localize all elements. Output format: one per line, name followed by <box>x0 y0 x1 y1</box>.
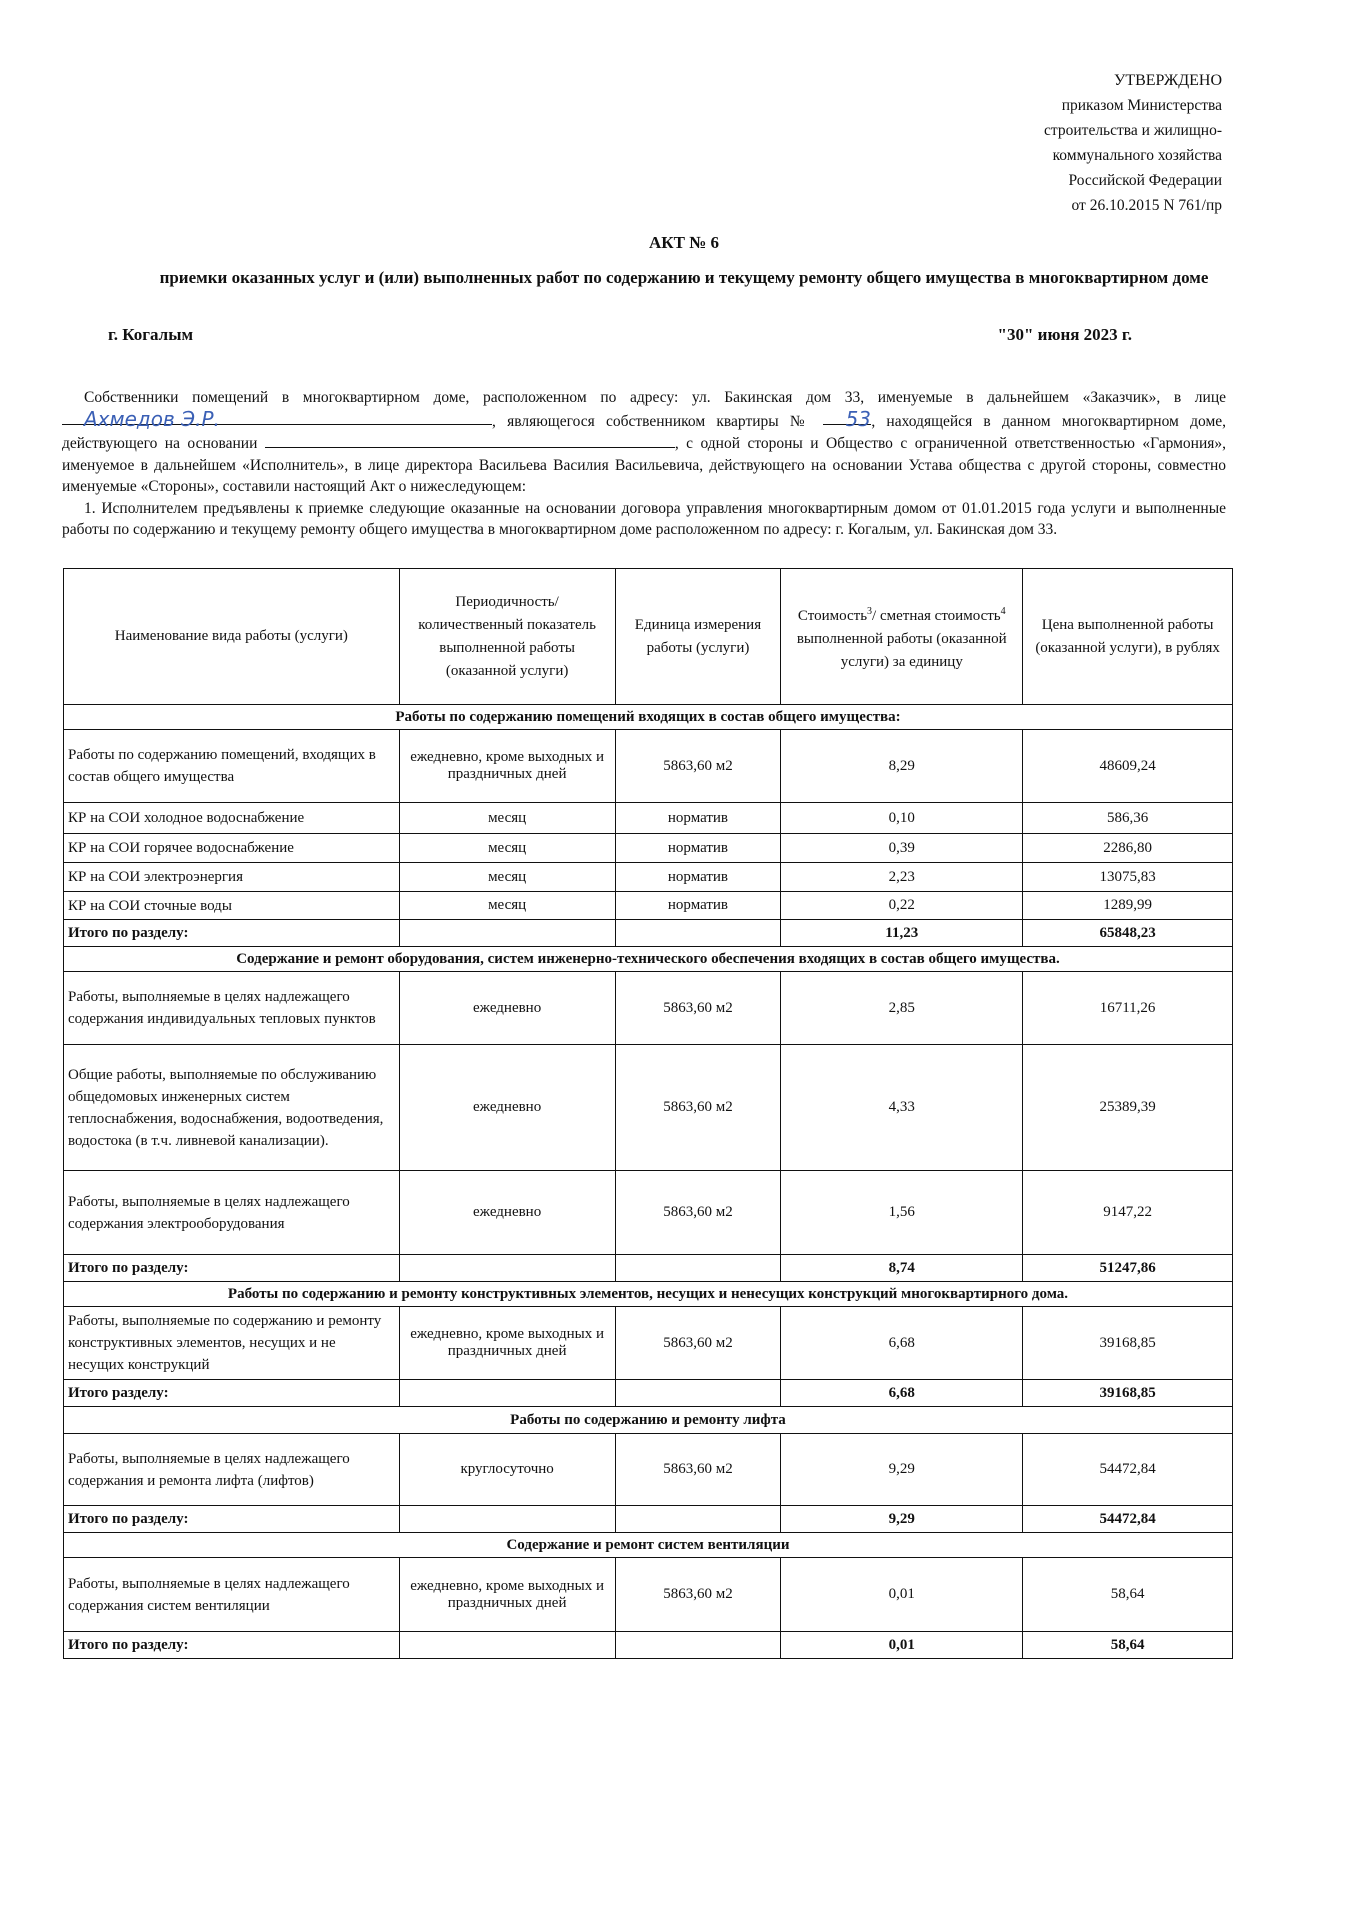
row-unit: 5863,60 м2 <box>615 1045 781 1171</box>
approval-line: коммунального хозяйства <box>1052 147 1222 164</box>
row-period: месяц <box>399 803 615 834</box>
row-unit: норматив <box>615 892 781 920</box>
row-period: месяц <box>399 892 615 920</box>
row-cost: 6,68 <box>781 1307 1023 1380</box>
act-date: "30" июня 2023 г. <box>997 325 1132 344</box>
total-price: 54472,84 <box>1023 1506 1233 1533</box>
row-unit: 5863,60 м2 <box>615 972 781 1045</box>
total-label: Итого по разделу: <box>64 920 400 947</box>
total-cost: 11,23 <box>781 920 1023 947</box>
row-price: 16711,26 <box>1023 972 1233 1045</box>
intro-paragraph: 1. Исполнителем предъявлены к приемке следующие оказанные на основании договора управления многоквартирным домом от 01.01.2015 года услуги и выполненные работы по содержанию и текущему ремонту общего имущества в многоквартирном доме расположенном по адресу: г. Когалым, ул. Бакинская дом 33. <box>62 499 1226 538</box>
row-cost: 9,29 <box>781 1434 1023 1506</box>
row-name: КР на СОИ сточные воды <box>64 892 400 920</box>
row-unit: норматив <box>615 834 781 863</box>
approval-line: строительства и жилищно- <box>1044 122 1222 139</box>
row-name: Работы, выполняемые в целях надлежащего содержания систем вентиляции <box>64 1558 400 1632</box>
header-unit: Единица измерения работы (услуги) <box>615 569 781 705</box>
act-city: г. Когалым <box>108 325 194 344</box>
row-price: 25389,39 <box>1023 1045 1233 1171</box>
apartment-blank <box>823 406 872 431</box>
row-cost: 2,85 <box>781 972 1023 1045</box>
row-cost: 0,22 <box>781 892 1023 920</box>
total-label: Итого по разделу: <box>64 1255 400 1282</box>
total-cost: 0,01 <box>781 1632 1023 1659</box>
total-cost: 8,74 <box>781 1255 1023 1282</box>
total-empty <box>615 1255 781 1282</box>
header-price: Цена выполненной работы (оказанной услуги), в рублях <box>1023 569 1233 705</box>
intro-paragraph <box>62 387 1226 498</box>
signature-blank <box>62 406 492 431</box>
approval-heading: УТВЕРЖДЕНО <box>1113 72 1222 89</box>
row-period: ежедневно, кроме выходных и праздничных дней <box>399 1558 615 1632</box>
approval-line: от 26.10.2015 N 761/пр <box>1071 197 1222 214</box>
row-price: 1289,99 <box>1023 892 1233 920</box>
row-cost: 4,33 <box>781 1045 1023 1171</box>
section-title: Содержание и ремонт систем вентиляции <box>64 1533 1233 1558</box>
row-unit: 5863,60 м2 <box>615 730 781 803</box>
row-price: 586,36 <box>1023 803 1233 834</box>
row-period: ежедневно <box>399 1045 615 1171</box>
row-name: Работы по содержанию помещений, входящих в состав общего имущества <box>64 730 400 803</box>
total-empty <box>399 1380 615 1407</box>
row-period: ежедневно <box>399 972 615 1045</box>
intro-text <box>62 387 1226 541</box>
header-cost-text: выполненной работы (оказанной услуги) за единицу <box>796 630 1007 670</box>
works-table <box>63 568 1233 1659</box>
total-label: Итого по разделу: <box>64 1632 400 1659</box>
total-price: 51247,86 <box>1023 1255 1233 1282</box>
row-name: Работы, выполняемые в целях надлежащего содержания электрооборудования <box>64 1171 400 1255</box>
row-cost: 1,56 <box>781 1171 1023 1255</box>
total-empty <box>615 1506 781 1533</box>
approval-block <box>1044 68 1222 218</box>
act-subtitle: приемки оказанных услуг и (или) выполненных работ по содержанию и текущему ремонту общего имущества в многоквартирном доме <box>159 268 1209 287</box>
row-name: Общие работы, выполняемые по обслуживанию общедомовых инженерных систем теплоснабжения, водоснабжения, водоотведения, водостока (в т.ч. ливневой канализации). <box>64 1045 400 1171</box>
handwritten-signature: Ахмедов Э.Р. <box>84 406 220 431</box>
total-label: Итого разделу: <box>64 1380 400 1407</box>
approval-line: Российской Федерации <box>1068 172 1222 189</box>
total-empty <box>399 1632 615 1659</box>
row-name: КР на СОИ электроэнергия <box>64 863 400 892</box>
total-label: Итого по разделу: <box>64 1506 400 1533</box>
intro-text-part: , с одной стороны и Общество с ограниченной ответственностью «Гармония», именуемое в дальнейшем «Исполнитель», в лице директора Васильева Василия Васильевича, действующего на основании Устава общества с другой стороны, совместно именуемые «Стороны», составили настоящий Акт о нижеследующем: <box>62 435 1227 495</box>
total-empty <box>615 1380 781 1407</box>
total-empty <box>615 920 781 947</box>
row-name: Работы, выполняемые в целях надлежащего содержания и ремонта лифта (лифтов) <box>64 1434 400 1506</box>
header-period: Периодичность/ количественный показатель выполненной работы (оказанной услуги) <box>399 569 615 705</box>
row-period: месяц <box>399 863 615 892</box>
footnote-mark: 3 <box>867 605 873 617</box>
row-name: Работы, выполняемые по содержанию и ремонту конструктивных элементов, несущих и не несущих конструкций <box>64 1307 400 1380</box>
total-empty <box>399 1506 615 1533</box>
row-price: 58,64 <box>1023 1558 1233 1632</box>
row-cost: 2,23 <box>781 863 1023 892</box>
row-period: круглосуточно <box>399 1434 615 1506</box>
row-unit: 5863,60 м2 <box>615 1171 781 1255</box>
total-price: 58,64 <box>1023 1632 1233 1659</box>
row-name: КР на СОИ горячее водоснабжение <box>64 834 400 863</box>
row-unit: 5863,60 м2 <box>615 1307 781 1380</box>
footnote-mark: 4 <box>1000 605 1006 617</box>
total-cost: 9,29 <box>781 1506 1023 1533</box>
row-period: ежедневно, кроме выходных и праздничных дней <box>399 730 615 803</box>
header-cost <box>781 569 1023 705</box>
row-unit: 5863,60 м2 <box>615 1558 781 1632</box>
row-unit: норматив <box>615 803 781 834</box>
total-empty <box>399 920 615 947</box>
total-price: 65848,23 <box>1023 920 1233 947</box>
row-name: КР на СОИ холодное водоснабжение <box>64 803 400 834</box>
row-unit: 5863,60 м2 <box>615 1434 781 1506</box>
header-cost-text: / сметная стоимость <box>872 607 1001 624</box>
row-cost: 0,01 <box>781 1558 1023 1632</box>
row-price: 39168,85 <box>1023 1307 1233 1380</box>
handwritten-apartment: 53 <box>845 406 872 431</box>
row-period: месяц <box>399 834 615 863</box>
row-price: 9147,22 <box>1023 1171 1233 1255</box>
row-cost: 8,29 <box>781 730 1023 803</box>
row-price: 2286,80 <box>1023 834 1233 863</box>
row-unit: норматив <box>615 863 781 892</box>
header-name: Наименование вида работы (услуги) <box>64 569 400 705</box>
total-price: 39168,85 <box>1023 1380 1233 1407</box>
approval-line: приказом Министерства <box>1061 97 1222 114</box>
row-period: ежедневно, кроме выходных и праздничных дней <box>399 1307 615 1380</box>
section-title: Работы по содержанию и ремонту конструктивных элементов, несущих и ненесущих конструкций многоквартирного дома. <box>64 1282 1233 1307</box>
intro-text-part: , находящейся в данном многоквартирном доме, действующего на основании <box>62 412 1227 452</box>
row-period: ежедневно <box>399 1171 615 1255</box>
row-cost: 0,10 <box>781 803 1023 834</box>
row-price: 54472,84 <box>1023 1434 1233 1506</box>
row-price: 13075,83 <box>1023 863 1233 892</box>
row-name: Работы, выполняемые в целях надлежащего содержания индивидуальных тепловых пунктов <box>64 972 400 1045</box>
section-title: Содержание и ремонт оборудования, систем инженерно-технического обеспечения входящих в состав общего имущества. <box>64 947 1233 972</box>
total-empty <box>399 1255 615 1282</box>
intro-text-part: Собственники помещений в многоквартирном доме, расположенном по адресу: ул. Бакинская дом 33, именуемые в дальнейшем «Заказчик», в лице <box>84 389 1226 406</box>
row-cost: 0,39 <box>781 834 1023 863</box>
section-title: Работы по содержанию помещений входящих в состав общего имущества: <box>64 705 1233 730</box>
intro-text-part: , являющегося собственником квартиры № <box>492 412 813 430</box>
row-price: 48609,24 <box>1023 730 1233 803</box>
header-cost-text: Стоимость <box>797 607 868 624</box>
total-empty <box>615 1632 781 1659</box>
act-title: АКТ № 6 <box>648 233 720 252</box>
total-cost: 6,68 <box>781 1380 1023 1407</box>
section-title: Работы по содержанию и ремонту лифта <box>64 1407 1233 1434</box>
basis-blank <box>265 432 675 448</box>
